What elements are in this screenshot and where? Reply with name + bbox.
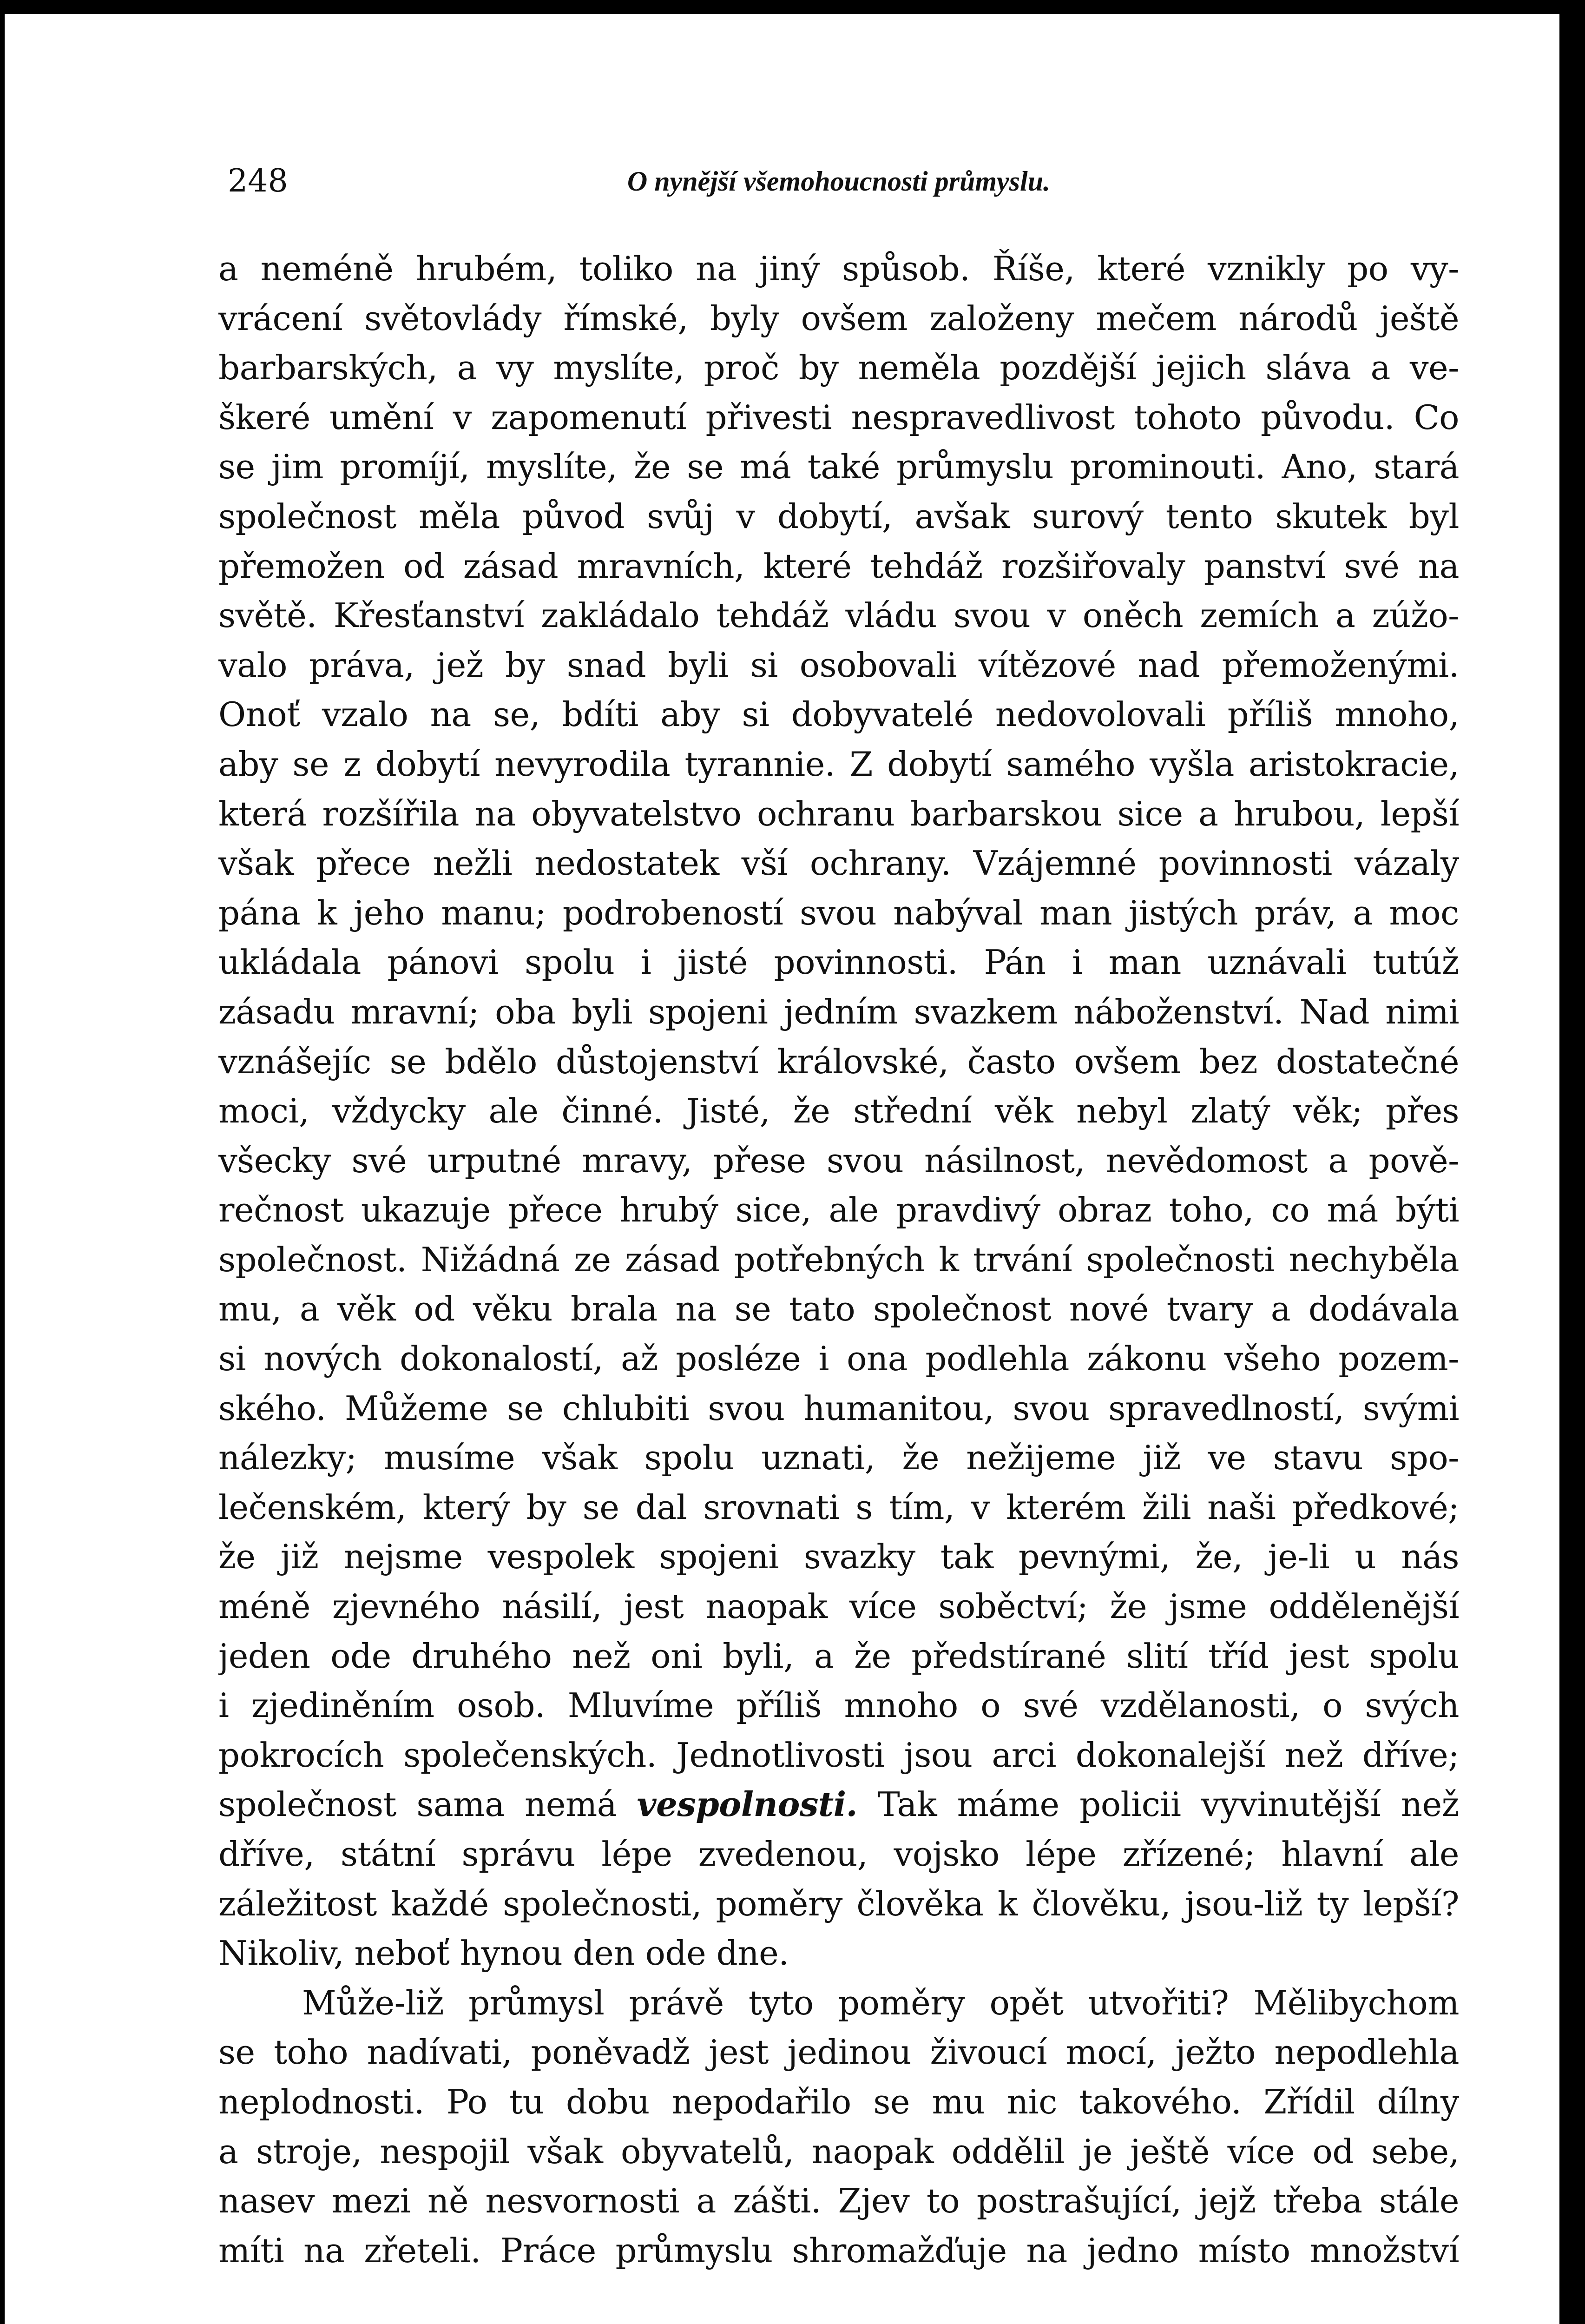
text-line: neplodnosti. Po tu dobu nepodařilo se mu nic takového. Zřídil dílny <box>218 2082 1459 2121</box>
scan-left-edge <box>0 0 5 2324</box>
text-line: ukládala pánovi spolu i jisté povinnosti. Pán i man uznávali tutúž <box>218 943 1459 982</box>
running-title: O nynější všemohoucnosti průmyslu. <box>627 166 1051 197</box>
paragraph-end-line: Nikoliv, neboť hynou den ode dne. <box>218 1934 789 1973</box>
text-line: společnost. Nižádná ze zásad potřebných k trvání společnosti nechyběla <box>218 1240 1459 1279</box>
text-line: i zjediněním osob. Mluvíme příliš mnoho o své vzdělanosti, o svých <box>218 1686 1459 1725</box>
text-line: světě. Křesťanství zakládalo tehdáž vládu svou v oněch zemích a zúžo- <box>218 596 1459 635</box>
text-line: se toho nadívati, poněvadž jest jedinou živoucí mocí, ježto nepodlehla <box>218 2033 1459 2072</box>
text-line: vrácení světovlády římské, byly ovšem založeny mečem národů ještě <box>218 298 1459 338</box>
text-line: nálezky; musíme však spolu uznati, že nežijeme již ve stavu spo- <box>218 1438 1459 1478</box>
text-line: a stroje, nespojil však obyvatelů, naopak oddělil je ještě více od sebe, <box>218 2132 1459 2171</box>
text-line: jeden ode druhého než oni byli, a že předstírané slití tříd jest spolu <box>218 1636 1459 1676</box>
text-line-with-emphasis <box>218 1780 1459 1829</box>
text-line: že již nejsme vespolek spojeni svazky tak pevnými, že, je-li u nás <box>218 1537 1459 1577</box>
text-line: společnost měla původ svůj v dobytí, avšak surový tento skutek byl <box>218 496 1459 536</box>
text-line: lečenském, který by se dal srovnati s tím, v kterém žili naši předkové; <box>218 1487 1459 1527</box>
text-line: méně zjevného násilí, jest naopak více soběctví; že jsme oddělenější <box>218 1587 1459 1626</box>
scan-right-edge <box>1559 0 1585 2324</box>
text-line: si nových dokonalostí, až posléze i ona podlehla zákonu všeho pozem- <box>218 1339 1459 1379</box>
text-run: Tak máme policii vyvinutější než <box>857 1785 1459 1824</box>
text-line: záležitost každé společnosti, poměry člověka k člověku, jsou-liž ty lepší? <box>218 1884 1459 1923</box>
text-line: valo práva, jež by snad byli si osobovali vítězové nad přemoženými. <box>218 645 1459 685</box>
text-line: všecky své urputné mravy, přese svou násilnost, nevědomost a pově- <box>218 1141 1459 1180</box>
text-line: však přece nežli nedostatek vší ochrany. Vzájemné povinnosti vázaly <box>218 844 1459 883</box>
text-line: dříve, státní správu lépe zvedenou, vojsko lépe zřízené; hlavní ale <box>218 1835 1459 1874</box>
text-line: zásadu mravní; oba byli spojeni jedním svazkem náboženství. Nad nimi <box>218 992 1459 1031</box>
text-line: vznášejíc se bdělo důstojenství královské, často ovšem bez dostatečné <box>218 1042 1459 1081</box>
text-line: míti na zřeteli. Práce průmyslu shromažďuje na jedno místo množství <box>218 2231 1459 2270</box>
text-line: Onoť vzalo na se, bdíti aby si dobyvatelé nedovolovali příliš mnoho, <box>218 695 1459 734</box>
text-line: a neméně hrubém, toliko na jiný spůsob. Říše, které vznikly po vy- <box>218 249 1459 288</box>
text-line: která rozšířila na obyvatelstvo ochranu barbarskou sice a hrubou, lepší <box>218 794 1459 833</box>
text-line: pokrocích společenských. Jednotlivosti jsou arci dokonalejší než dříve; <box>218 1735 1459 1775</box>
text-line: mu, a věk od věku brala na se tato společnost nové tvary a dodávala <box>218 1289 1459 1329</box>
emphasized-word: vespolnosti. <box>637 1784 858 1824</box>
scan-top-edge <box>0 0 1585 14</box>
text-line: aby se z dobytí nevyrodila tyrannie. Z dobytí samého vyšla aristokracie, <box>218 744 1459 784</box>
text-line: škeré umění v zapomenutí přivesti nespravedlivost tohoto původu. Co <box>218 397 1459 437</box>
text-line: rečnost ukazuje přece hrubý sice, ale pravdivý obraz toho, co má býti <box>218 1190 1459 1230</box>
body-text <box>218 244 1459 2275</box>
text-line: pána k jeho manu; podrobeností svou nabýval man jistých práv, a moc <box>218 893 1459 932</box>
text-line: ského. Můžeme se chlubiti svou humanitou, svou spravedlností, svými <box>218 1388 1459 1428</box>
text-line: nasev mezi ně nesvornosti a zášti. Zjev to postrašující, jejž třeba stále <box>218 2181 1459 2221</box>
text-line: moci, vždycky ale činné. Jisté, že střední věk nebyl zlatý věk; přes <box>218 1091 1459 1131</box>
page-header <box>218 158 1459 209</box>
paragraph-start-line: Může-liž průmysl právě tyto poměry opět utvořiti? Mělibychom <box>302 1983 1459 2022</box>
text-line: se jim promíjí, myslíte, že se má také průmyslu prominouti. Ano, stará <box>218 447 1459 487</box>
text-run: společnost sama nemá <box>218 1785 637 1824</box>
text-line: barbarských, a vy myslíte, proč by neměla pozdější jejich sláva a ve- <box>218 348 1459 388</box>
text-line: přemožen od zásad mravních, které tehdáž rozšiřovaly panství své na <box>218 546 1459 586</box>
page-number: 248 <box>228 163 288 199</box>
